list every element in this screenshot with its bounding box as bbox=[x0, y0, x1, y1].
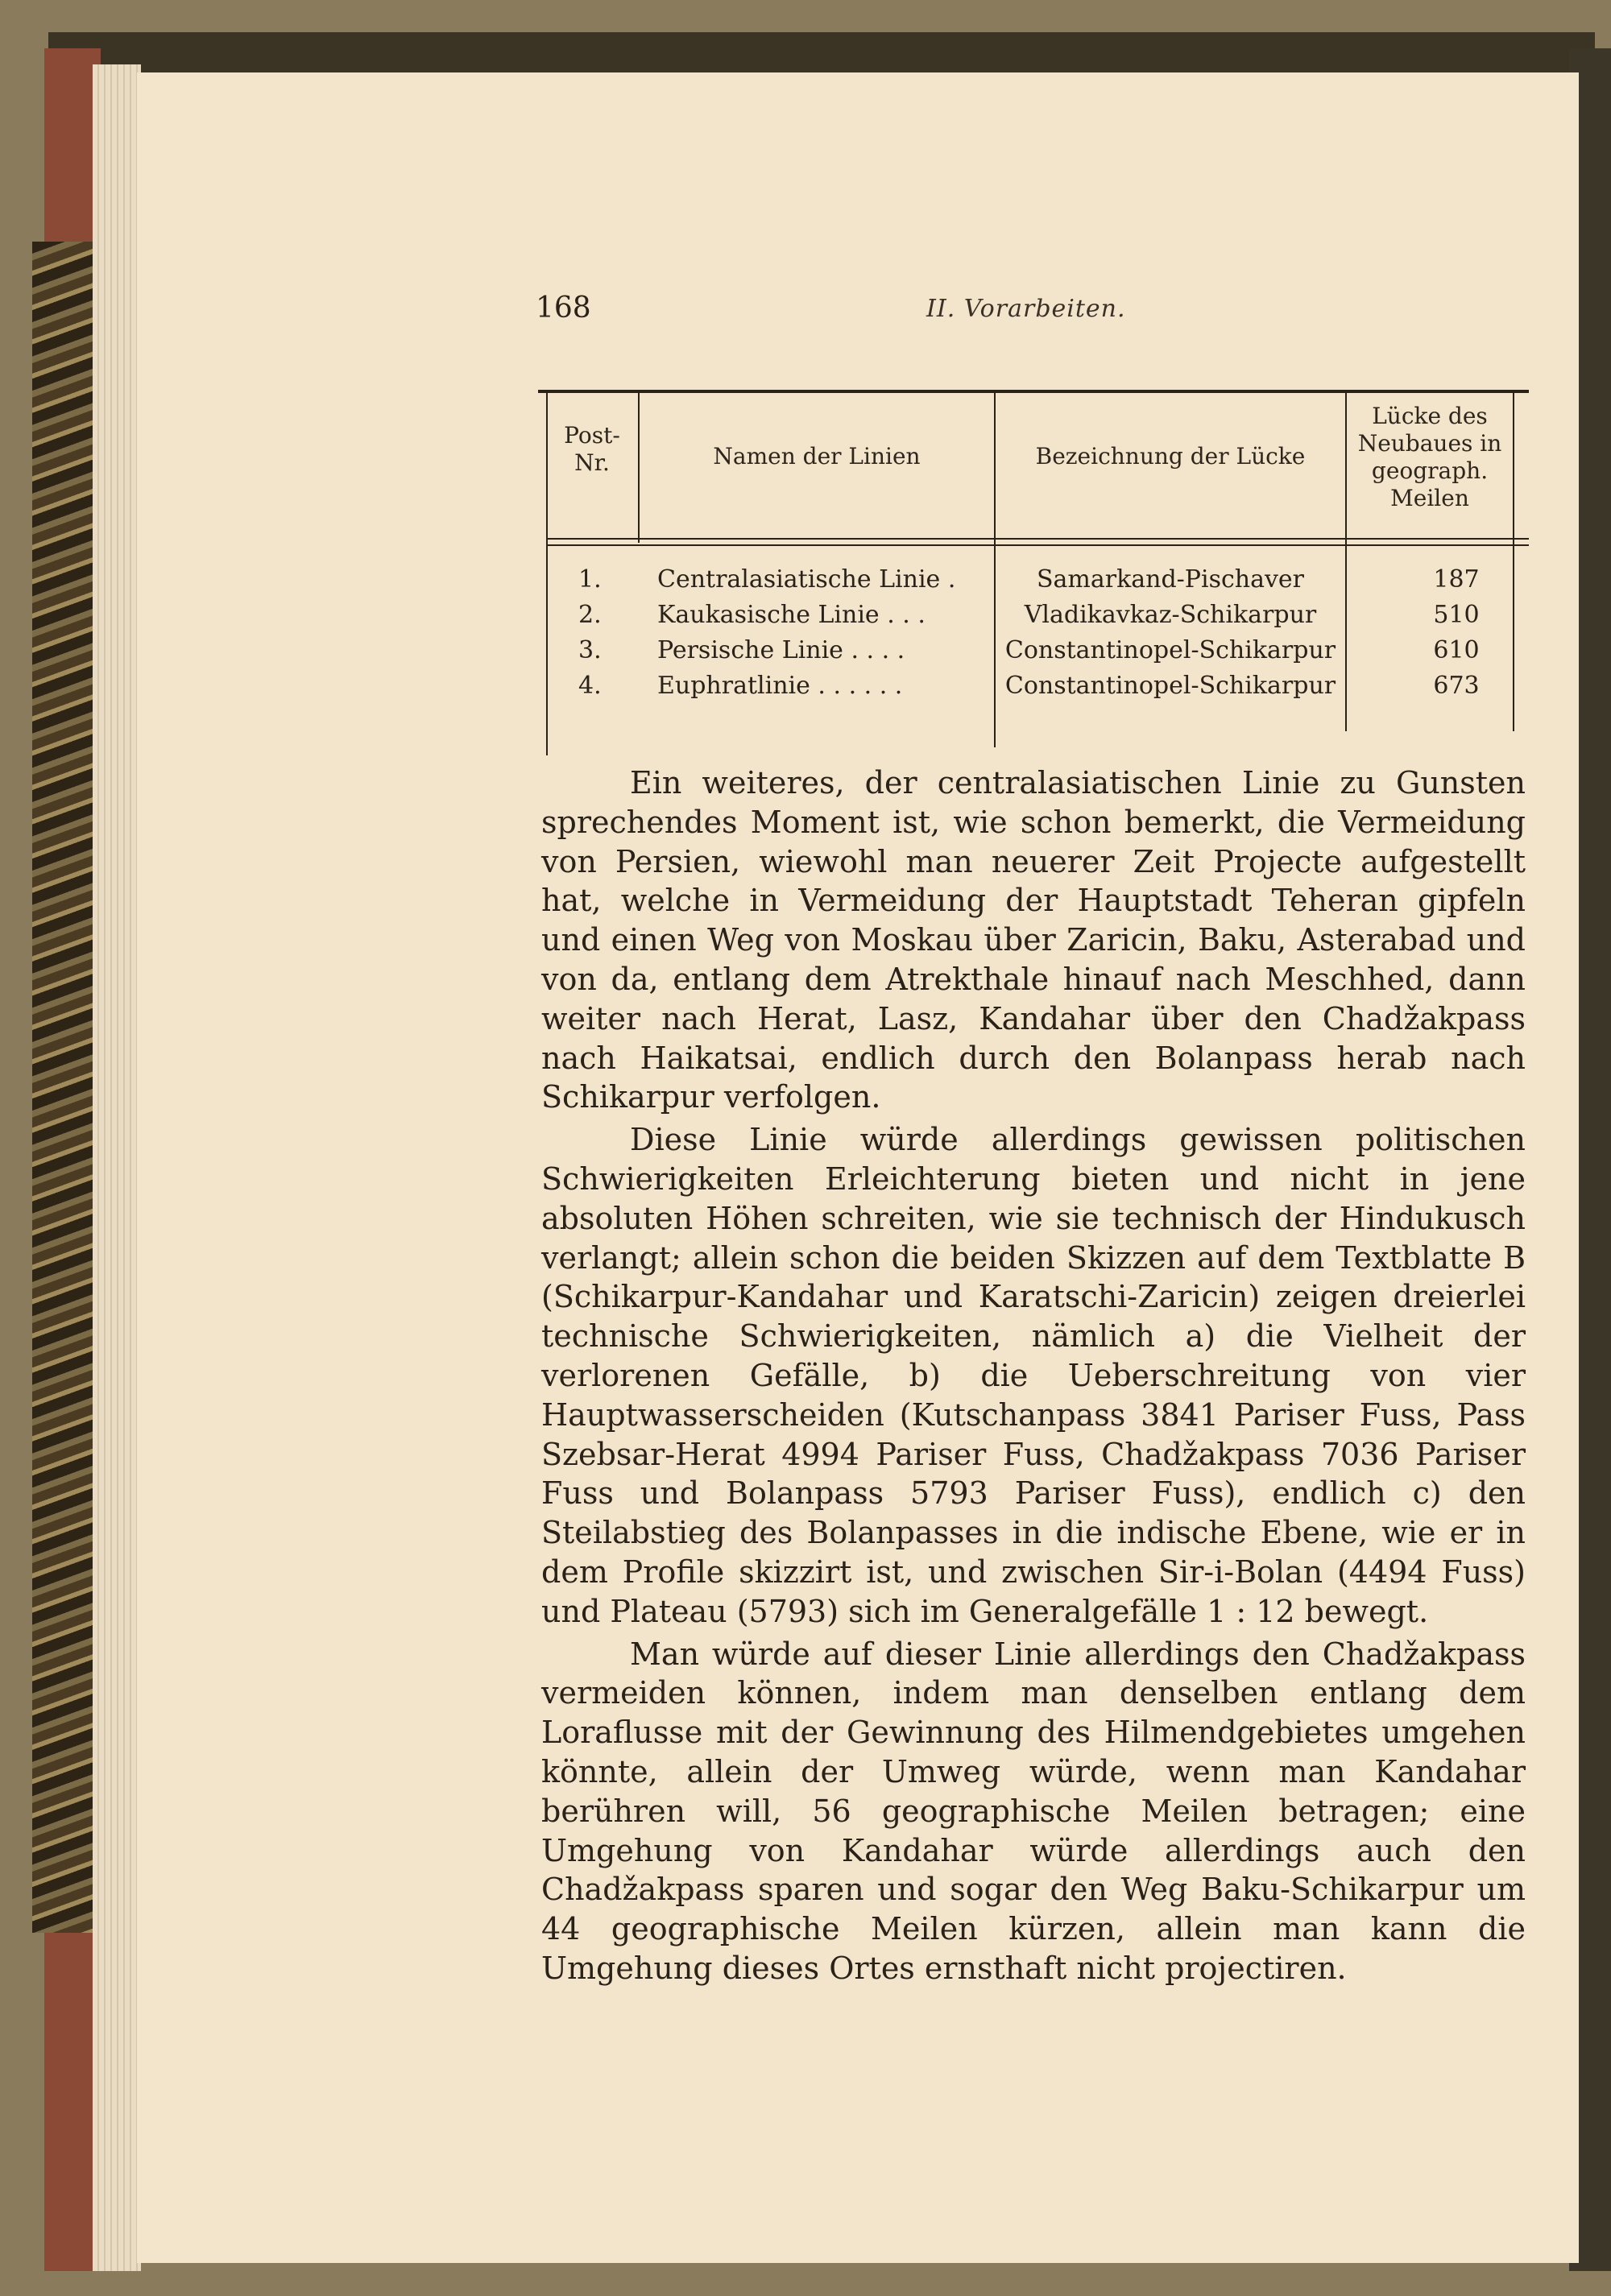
cell-name: Kaukasische Linie . . . bbox=[657, 601, 926, 629]
table-top-rule bbox=[538, 390, 1529, 393]
cell-bezeichnung: Vladikavkaz-Schikarpur bbox=[1024, 601, 1317, 629]
cell-meilen: 187 bbox=[1433, 565, 1480, 594]
cell-bezeichnung: Constantinopel-Schikarpur bbox=[1004, 672, 1336, 700]
paragraph: Man würde auf dieser Linie allerdings den Chadžakpass vermeiden können, indem man denselben entlang dem Loraflusse mit der Gewinnung des Hilmendgebietes umgehen könnte, allein der Umweg würde, wenn man Kandahar berühren will, 56 geographische Meilen betragen; eine Umgehung von Kandahar würde allerdings auch den Chadžakpass sparen und sogar den Weg Baku-Schikarpur um 44 geographische Meilen kürzen, allein man kann die Umgehung dieses Ortes ernsthaft nicht projectiren. bbox=[541, 1636, 1526, 1986]
paragraph: Ein weiteres, der centralasiatischen Linie zu Gunsten sprechendes Moment ist, wie schon bemerkt, die Vermeidung von Persien, wiewohl man neuerer Zeit Projecte aufgestellt hat, welche in Vermeidung der Hauptstadt Teheran gipfeln und einen Weg von Moskau über Zaricin, Baku, Asterabad und von da, entlang dem Atrekthale hinauf nach Meschhed, dann weiter nach Herat, Lasz, Kandahar über den Chadžakpass nach Haikatsai, endlich durch den Bolanpass herab nach Schikarpur verfolgen. bbox=[541, 765, 1526, 1115]
cell-meilen: 510 bbox=[1433, 601, 1480, 629]
cell-nr: 4. bbox=[578, 672, 602, 700]
table-row bbox=[538, 636, 1529, 672]
paragraph: Diese Linie würde allerdings gewissen politischen Schwierigkeiten Erleichterung bieten und nicht in jene absoluten Höhen schreiten, wie sie technisch der Hindukusch verlangt; allein schon die beiden Skizzen auf dem Textblatte B (Schikarpur-Kandahar und Karatschi-Zaricin) zeigen dreierlei technische Schwierigkeiten, nämlich a) die Vielheit der verlorenen Gefälle, b) die Ueberschreitung von vier Hauptwasserscheiden (Kutschanpass 3841 Pariser Fuss, Pass Szebsar-Herat 4994 Pariser Fuss, Chadžakpass 7036 Pariser Fuss und Bolanpass 5793 Pariser Fuss), endlich c) den Steilabstieg des Bolanpasses in die indische Ebene, wie er in dem Profile skizzirt ist, und zwischen Sir-i-Bolan (4494 Fuss) und Plateau (5793) sich im Generalgefälle 1 : 12 bewegt. bbox=[541, 1122, 1526, 1629]
header-post-nr: Post- Nr. bbox=[564, 422, 620, 476]
cell-meilen: 610 bbox=[1433, 636, 1480, 664]
table-header-rule bbox=[546, 544, 1529, 546]
table-row bbox=[538, 601, 1529, 636]
cell-nr: 2. bbox=[578, 601, 602, 629]
cell-name: Persische Linie . . . . bbox=[657, 636, 905, 664]
cell-bezeichnung: Samarkand-Pischaver bbox=[1036, 565, 1305, 594]
cell-nr: 3. bbox=[578, 636, 602, 664]
header-bezeichnung: Bezeichnung der Lücke bbox=[1035, 443, 1306, 470]
table-row bbox=[538, 672, 1529, 707]
header-luecke: Lücke des Neubaues in geograph. Meilen bbox=[1357, 403, 1502, 511]
page-number: 168 bbox=[536, 292, 591, 325]
cell-name: Euphratlinie . . . . . . bbox=[657, 672, 903, 700]
table-row bbox=[538, 565, 1529, 601]
table-header-rule bbox=[546, 538, 1529, 540]
cell-bezeichnung: Constantinopel-Schikarpur bbox=[1004, 636, 1336, 664]
cell-meilen: 673 bbox=[1433, 672, 1480, 700]
header-namen: Namen der Linien bbox=[713, 443, 921, 470]
cell-nr: 1. bbox=[578, 565, 602, 594]
cell-name: Centralasiatische Linie . bbox=[657, 565, 956, 594]
running-head: II. Vorarbeiten. bbox=[926, 295, 1126, 323]
lines-table bbox=[538, 387, 1529, 757]
body-text bbox=[541, 763, 1526, 1988]
